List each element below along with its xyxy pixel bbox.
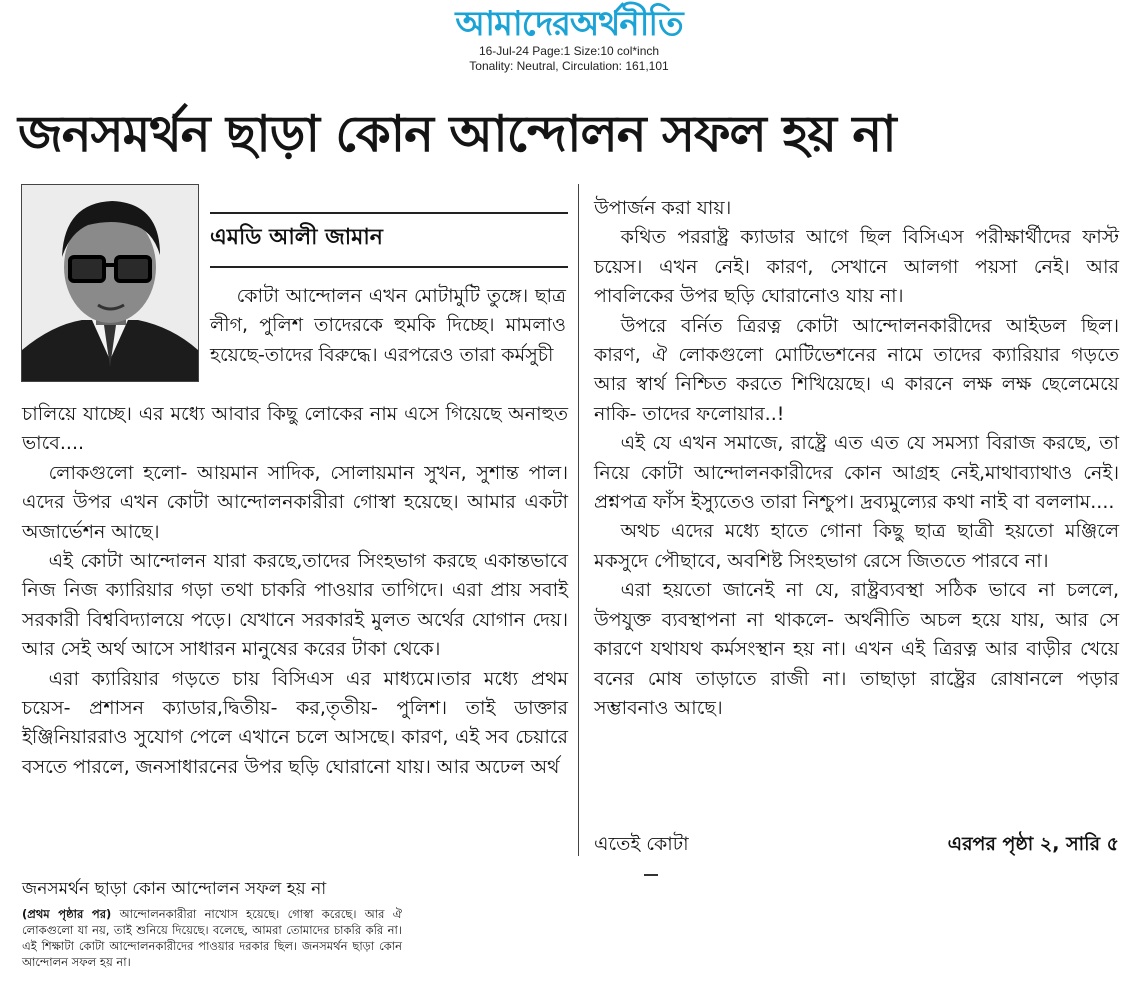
continuation-clip <box>22 876 402 970</box>
article-column-left-top <box>210 282 566 370</box>
clip-meta-line-2: Tonality: Neutral, Circulation: 161,101 <box>469 59 669 73</box>
paragraph: এরা ক্যারিয়ার গড়তে চায় বিসিএস এর মাধ্যমে।তার মধ্যে প্রথম চয়েস- প্রশাসন ক্যাডার,দ্বিতীয়- কর,তৃতীয়- পুলিশ। তাই ডাক্তার ইঞ্জিনিয়াররাও সুযোগ পেলে এখানে চলে আসছে। কারণ, এই সব চেয়ারে বসতে পারলে, জনসাধারনের উপর ছড়ি ঘোরানো যায়। আর অঢেল অর্থ <box>22 667 568 778</box>
paragraph: এই কোটা আন্দোলন যারা করছে,তাদের সিংহভাগ করছে একান্তভাবে নিজ নিজ ক্যারিয়ার গড়া তথা চাকরি পাওয়ার তাগিদে। এরা প্রায় সবাই সরকারী বিশ্ববিদ্যালয়ে পড়ে। যেখানে সরকারই মুলত অর্থের যোগান দেয়। আর সেই অর্থ আসে সাধারন মানুষের করের টাকা থেকে। <box>22 550 568 661</box>
continuation-body: আন্দোলনকারীরা নাখোস হয়েছে। গোস্বা করেছে। আর ঐ লোকগুলো যা নয়, তাই শুনিয়ে দিয়েছে। বলেছে, আমরা তোমাদের চাকরি করি না। এই শিক্ষাটা কোটা আন্দোলনকারীদের পাওয়ার দরকার ছিল। জনসমর্থন ছাড়া কোন আন্দোলন সফল হয় না। <box>22 907 402 969</box>
byline-rule-top <box>210 212 568 214</box>
newspaper-logo: আমাদেরঅর্থনীতি <box>455 4 683 44</box>
author-photo <box>21 184 199 382</box>
paragraph: কোটা আন্দোলন এখন মোটামুটি তুঙ্গে। ছাত্র লীগ, পুলিশ তাদেরকে হুমকি দিচ্ছে। মামলাও হয়েছে-তাদের বিরুদ্ধে। এরপরেও তারা কর্মসুচী <box>210 285 566 366</box>
jump-reference: এরপর পৃষ্ঠা ২, সারি ৫ <box>947 833 1119 855</box>
article-column-right <box>594 194 1119 723</box>
paragraph: লোকগুলো হলো- আয়মান সাদিক, সোলায়মান সুখন, সুশান্ত পাল। এদের উপর এখন কোটা আন্দোলনকারীরা গোস্বা হয়েছে। আমার একটা অজার্ভেশন আছে। <box>22 461 568 543</box>
paragraph: এই যে এখন সমাজে, রাষ্ট্রে এত এত যে সমস্যা বিরাজ করছে, তা নিয়ে কোটা আন্দোলনকারীদের কোন আগ্রহ নেই,মাথাব্যাথাও নেই। প্রশ্নপত্র ফাঁস ইস্যুতেও তারা নিশ্চুপ। দ্রব্যমুল্যের কথা নাই বা বললাম.... <box>594 432 1119 514</box>
continued-lead-text: এতেই কোটা <box>594 833 689 855</box>
clip-meta-line-1: 16-Jul-24 Page:1 Size:10 col*inch <box>478 44 660 58</box>
author-byline: এমডি আলী জামান <box>210 225 383 250</box>
article-headline: জনসমর্থন ছাড়া কোন আন্দোলন সফল হয় না <box>18 105 896 163</box>
column-divider <box>578 184 579 856</box>
byline-rule-bottom <box>210 266 568 268</box>
paragraph: উপার্জন করা যায়। <box>594 197 732 219</box>
continuation-text <box>22 906 402 970</box>
paragraph: উপরে বর্নিত ত্রিরত্ন কোটা আন্দোলনকারীদের আইডল ছিল। কারণ, ঐ লোকগুলো মোটিভেশনের নামে তাদের ক্যারিয়ার গড়তে আর স্বার্থ নিশ্চিত করতে শিখিয়েছে। এ কারনে লক্ষ লক্ষ ছেলেমেয়ে নাকি- তাদের ফলোয়ার..! <box>594 314 1119 425</box>
paragraph: এরা হয়তো জানেই না যে, রাষ্ট্রব্যবস্থা সঠিক ভাবে না চললে, উপযুক্ত ব্যবস্থাপনা না থাকলে- অর্থনীতি অচল হয়ে যায়, আর সে কারণে যথাযথ কর্মসংস্থান হয় না। এখন এই ত্রিরত্ন আর বাড়ীর খেয়ে বনের মোষ তাড়াতে রাজী না। তাছাড়া রাষ্ট্রের রোষানলে পড়ার সম্ভাবনাও আছে। <box>594 579 1119 719</box>
continuation-headline: জনসমর্থন ছাড়া কোন আন্দোলন সফল হয় না <box>22 879 327 899</box>
paragraph: কথিত পররাষ্ট্র ক্যাডার আগে ছিল বিসিএস পরীক্ষার্থীদের ফাস্ট চয়েস। এখন নেই। কারণ, সেখানে আলগা পয়সা নেই। আর পাবলিকের উপর ছড়ি ঘোরানোও যায় না। <box>594 226 1119 308</box>
continued-line <box>594 830 1119 859</box>
masthead <box>0 4 1138 74</box>
continuation-lead: (প্রথম পৃষ্ঠার পর) <box>22 907 112 921</box>
article-column-left <box>22 400 568 782</box>
end-dash <box>644 874 658 876</box>
paragraph: চালিয়ে যাচ্ছে। এর মধ্যে আবার কিছু লোকের নাম এসে গিয়েছে অনাহুত ভাবে.... <box>22 403 568 455</box>
paragraph: অথচ এদের মধ্যে হাতে গোনা কিছু ছাত্র ছাত্রী হয়তো মঞ্জিলে মকসুদে পৌছাবে, অবশিষ্ট সিংহভাগ রেসে জিততে পারবে না। <box>594 520 1119 572</box>
